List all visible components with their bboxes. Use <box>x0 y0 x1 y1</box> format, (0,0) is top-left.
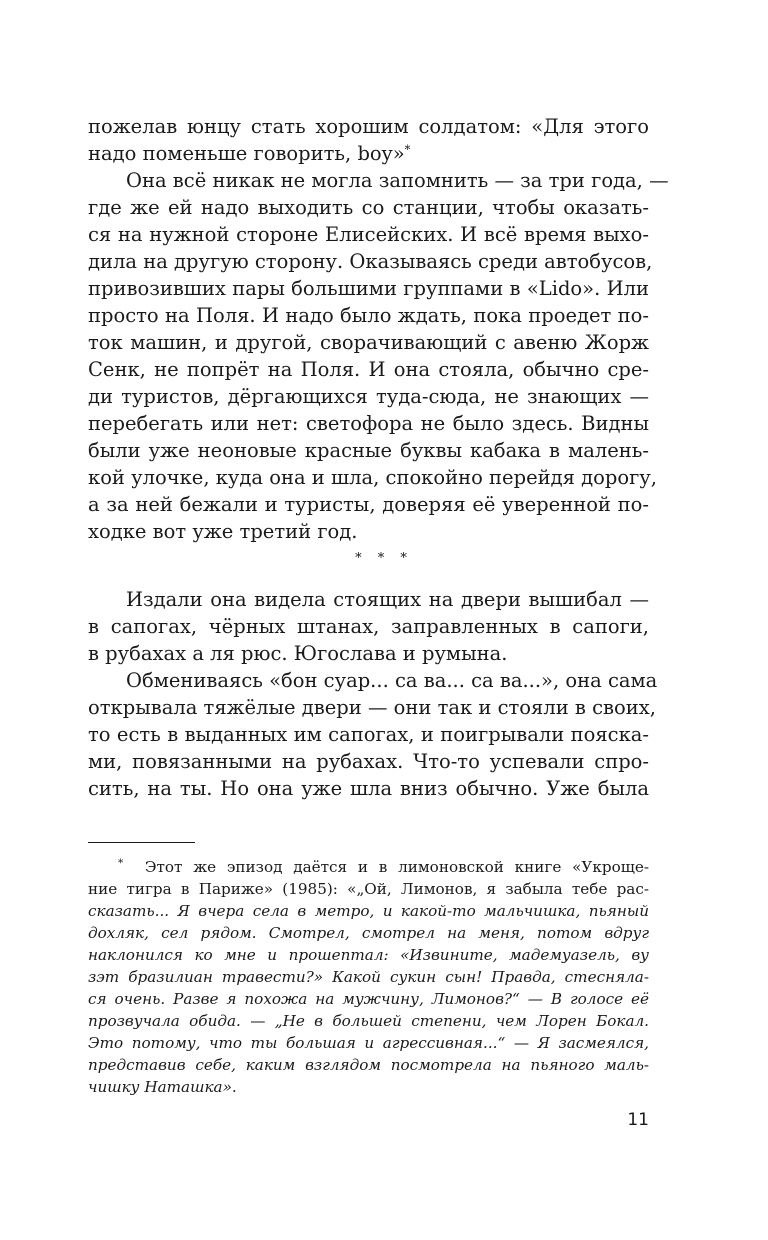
text-line: надо поменьше говорить, boy»* <box>88 142 411 165</box>
text-line: а за ней бежали и туристы, доверяя её уверенной по- <box>88 493 649 516</box>
text-line: сить, на ты. Но она уже шла вниз обычно. Уже была <box>88 777 649 800</box>
text-line: ся на нужной стороне Елисейских. И всё время выхо- <box>88 223 649 246</box>
text-line: перебегать или нет: светофора не было здесь. Видны <box>88 412 649 435</box>
section-separator: * * * <box>355 551 413 566</box>
text-line: Обмениваясь «бон суар... са ва... са ва...», она сама <box>126 669 658 692</box>
footnote-line: представив себе, каким взглядом посмотрела на пьяного маль- <box>88 1056 649 1074</box>
footnote-line: * Этот же эпизод даётся и в лимоновской книге «Укроще- <box>118 856 649 876</box>
text-line: дила на другую сторону. Оказываясь среди автобусов, <box>88 250 653 273</box>
text-line: ток машин, и другой, сворачивающий с авеню Жорж <box>88 331 649 354</box>
footnote-line: дохляк, сел рядом. Смотрел, смотрел на меня, потом вдруг <box>88 924 649 942</box>
text-line: пожелав юнцу стать хорошим солдатом: «Для этого <box>88 115 649 138</box>
text-line: кой улочке, куда она и шла, спокойно перейдя дорогу, <box>88 466 657 489</box>
text-line: просто на Поля. И надо было ждать, пока проедет по- <box>88 304 649 327</box>
text-line: где же ей надо выходить со станции, чтобы оказать- <box>88 196 649 219</box>
text-line: привозивших пары большими группами в «Lido». Или <box>88 277 649 300</box>
text-line: открывала тяжёлые двери — они так и стояли в своих, <box>88 696 656 719</box>
footnote-line: наклонился ко мне и прошептал: «Извините, мадемуазель, ву <box>88 946 649 964</box>
text-line: Издали она видела стоящих на двери вышибал — <box>126 588 649 611</box>
text-line: были уже неоновые красные буквы кабака в малень- <box>88 439 649 462</box>
footnote-line: прозвучала обида. — „Не в большей степени, чем Лорен Бокал. <box>88 1012 649 1030</box>
text-line: ходке вот уже третий год. <box>88 520 358 543</box>
footnote-line: ся очень. Разве я похожа на мужчину, Лимонов?“ — В голосе её <box>88 990 649 1008</box>
text-line: то есть в выданных им сапогах, и поигрывали пояска- <box>88 723 649 746</box>
footnote-line: ние тигра в Париже» (1985): «„Ой, Лимонов, я забыла тебе рас- <box>88 880 649 898</box>
footnote-line: Это потому, что ты большая и агрессивная...“ — Я засмеялся, <box>88 1034 649 1052</box>
footnote-line: чишку Наташка». <box>88 1078 237 1096</box>
footnote-line: сказать... Я вчера села в метро, и какой-то мальчишка, пьяный <box>88 902 649 920</box>
footnote-marker: * <box>404 142 411 157</box>
page-number: 11 <box>627 1110 649 1130</box>
text-line: Она всё никак не могла запомнить — за три года, — <box>126 169 669 192</box>
text-line: Сенк, не попрёт на Поля. И она стояла, обычно сре- <box>88 358 649 381</box>
text-line: в сапогах, чёрных штанах, заправленных в сапоги, <box>88 615 649 638</box>
footnote-marker: * <box>118 856 124 870</box>
text-line: ми, повязанными на рубахах. Что-то успевали спро- <box>88 750 649 773</box>
text-line: в рубахах а ля рюс. Югослава и румына. <box>88 642 508 665</box>
footnote-divider <box>88 842 195 843</box>
footnote-line: зэт бразилиан травести?» Какой сукин сын! Правда, стесняла- <box>88 968 649 986</box>
text-line: ди туристов, дёргающихся туда-сюда, не знающих — <box>88 385 649 408</box>
